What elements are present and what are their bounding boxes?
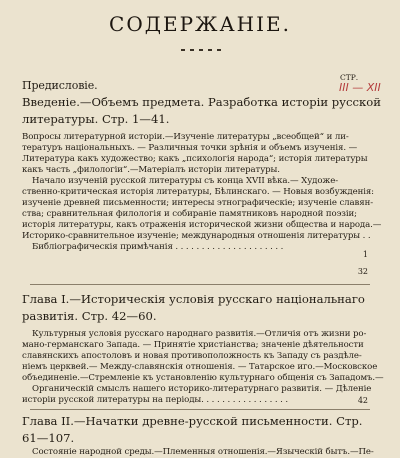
preface-entry [22, 78, 340, 93]
chapter-1-heading: развитія. Стр. 42—60. [22, 309, 157, 323]
page-number: 42 [357, 396, 368, 405]
page-number: 32 [357, 267, 368, 276]
title-ornament [181, 48, 221, 52]
introduction-line: ства; сравнительная филологія и собираніе памятниковъ народной поэзіи; [22, 209, 357, 219]
chapter-1-heading: Глава I.—Историческія условія русскаго національнаго [22, 292, 365, 306]
introduction-line: Вопросы литературной исторіи.—Изученіе литературы „всеобщей“ и ли- [22, 132, 349, 142]
introduction-line: Литература какъ художество; какъ „психологія народа“; исторія литературы [22, 154, 368, 164]
chapter-1-entry [22, 291, 384, 406]
section-divider [30, 284, 370, 285]
introduction-line: Начало изученій русской литературы съ конца XVII вѣка.— Художе- [32, 176, 339, 186]
chapter-2-heading: 61—107. [22, 431, 75, 445]
introduction-line: исторія литературы, какъ отраженія исторической жизни общества и народа.— [22, 220, 382, 230]
chapter-1-line: ніемъ церквей.— Междy-славянскія отношенія. — Татарское иго.—Московское [22, 362, 378, 372]
chapter-1-line: Органическій смыслъ нашего историко-литературнаго развитія. — Дѣленіе [32, 384, 372, 394]
introduction-line: изученіе древней письменности; интересы этнографическіе; изученіе славян- [22, 198, 374, 208]
chapter-2-entry [22, 413, 374, 458]
chapter-1-line: мано-германскаго Запада. — Принятіе христіанства; значеніе дѣятельности [22, 340, 364, 350]
chapter-1-line: объединеніе.—Стремленіе къ установленію культурнаго общенія съ Западомъ.— [22, 373, 384, 383]
chapter-1-line: исторіи русской литературы на періоды. . . . . . . . . . . . . . . . . [22, 395, 288, 405]
bibliography-notes-line: Библіографическія примѣчанія . . . . . . . . . . . . . . . . . . . . . [32, 242, 284, 252]
introduction-line: тературъ національныхъ. — Различныя точки зрѣнія и объемъ изученія. — [22, 143, 358, 153]
handwritten-page-note: III — XII [339, 81, 381, 94]
introduction-heading: литературы. Стр. 1—41. [22, 112, 170, 126]
introduction-line: какъ часть „филологіи“.—Матеріалъ исторіи литературы. [22, 165, 280, 175]
introduction-line: ственно-критическая исторія литературы, Бѣлинскаго. — Новыя возбужденія: [22, 187, 374, 197]
introduction-line: Историко-сравнительное изученіе; международныя отношенія литературы . . [22, 231, 371, 241]
chapter-1-line: славянскихъ апостоловъ и новая противоположность къ Западу съ раздѣле- [22, 351, 362, 361]
page-column-header: СТР. [340, 73, 359, 82]
chapter-1-line: Культурныя условія русскаго народнаго развитія.—Отличія отъ жизни ро- [32, 329, 367, 339]
introduction-heading: Введеніе.—Объемъ предмета. Разработка исторіи русской [22, 95, 381, 109]
introduction-entry [22, 94, 382, 253]
section-divider [30, 409, 370, 410]
page-number: 1 [362, 250, 368, 259]
page-title: СОДЕРЖАНІЕ. [109, 12, 291, 36]
chapter-2-heading: Глава II.—Начатки древне-русской письменности. Стр. [22, 414, 363, 428]
preface-title: Предисловіе. [22, 79, 98, 92]
chapter-2-line: Состояніе народной среды.—Племенныя отношенія.—Языческій бытъ.—Пе- [32, 447, 374, 457]
